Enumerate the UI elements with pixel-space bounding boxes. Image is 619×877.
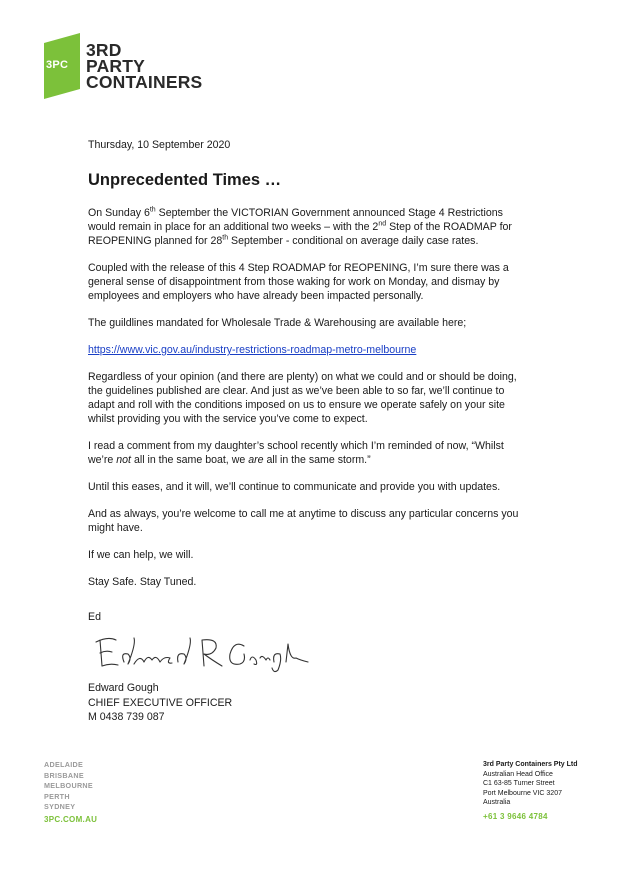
logo-abbrev: 3PC	[46, 59, 69, 71]
p1-text-c: Step of the ROADMAP for REOPENING planned for 28	[88, 221, 512, 247]
signature-block	[88, 681, 232, 725]
company-name: 3rd Party Containers Pty Ltd	[483, 761, 578, 768]
paragraph-7: And as always, you’re welcome to call me at anytime to discuss any particular concerns you might have.	[88, 508, 519, 534]
p1-sup-1: th	[149, 206, 156, 214]
signatory-title: CHIEF EXECUTIVE OFFICER	[88, 696, 233, 709]
logo-line-1: 3RD	[86, 40, 122, 60]
p5-text-c: all in the same storm.”	[263, 454, 371, 466]
logo-line-2: PARTY	[86, 56, 146, 76]
office-label: Australian Head Office	[483, 770, 553, 778]
footer-address	[483, 760, 578, 808]
city-item: PERTH	[44, 791, 70, 801]
logo-line-3: CONTAINERS	[86, 72, 203, 92]
paragraph-1	[88, 206, 528, 248]
closing-initial: Ed	[88, 611, 101, 623]
signatory-name: Edward Gough	[88, 682, 159, 694]
p1-text-a: On Sunday 6	[88, 207, 150, 219]
handwritten-signature	[94, 632, 314, 674]
city-item: BRISBANE	[44, 770, 84, 780]
country: Australia	[483, 799, 511, 807]
link-paragraph	[88, 343, 528, 357]
letter-heading: Unprecedented Times …	[88, 171, 282, 189]
city-item: MELBOURNE	[44, 781, 94, 791]
logo-wordmark	[86, 42, 202, 90]
paragraph-9: Stay Safe. Stay Tuned.	[88, 576, 197, 588]
roadmap-link[interactable]: https://www.vic.gov.au/industry-restrictions-roadmap-metro-melbourne	[88, 344, 417, 356]
p1-sup-2: nd	[378, 220, 387, 228]
paragraph-8: If we can help, we will.	[88, 549, 194, 561]
p5-emphasis-2: are	[248, 454, 264, 466]
p1-sup-3: th	[222, 234, 229, 242]
footer-website[interactable]: 3PC.COM.AU	[44, 815, 98, 824]
p1-text-b: September the VICTORIAN Government announced Stage 4 Restrictions would remain in place for an additional two weeks – with the 2	[88, 207, 503, 233]
paragraph-3: The guildlines mandated for Wholesale Trade & Warehousing are available here;	[88, 317, 467, 329]
signatory-phone: M 0438 739 087	[88, 711, 165, 723]
paragraph-2: Coupled with the release of this 4 Step ROADMAP for REOPENING, I’m sure there was a general sense of disappointment from those waking for work on Monday, and dismay by employees and employers who have already been impacted personally.	[88, 262, 509, 302]
city-item: ADELAIDE	[44, 760, 84, 769]
street-address: C1 63-85 Turner Street	[483, 780, 555, 788]
letter-date: Thursday, 10 September 2020	[88, 139, 231, 151]
paragraph-4: Regardless of your opinion (and there are plenty) on what we could and or should be doing, the guidelines published are clear. And just as we’ve been able to so far, we’ll continue to adapt and roll with the conditions imposed on us to ensure we operate safely on your site whilst providing you with the service you’ve come to expect.	[88, 371, 517, 425]
paragraph-5	[88, 439, 528, 467]
p5-text-b: all in the same boat, we	[131, 454, 249, 466]
p5-text-a: I read a comment from my daughter’s school recently which I’m reminded of now, “Whilst we’re	[88, 440, 504, 466]
p5-emphasis-1: not	[116, 454, 131, 466]
city-item: SYDNEY	[44, 802, 76, 812]
p1-text-d: September - conditional on average daily case rates.	[228, 235, 479, 247]
company-logo	[44, 33, 224, 99]
paragraph-6: Until this eases, and it will, we’ll continue to communicate and provide you with updates.	[88, 481, 501, 493]
suburb-address: Port Melbourne VIC 3207	[483, 789, 562, 797]
footer-cities	[44, 760, 93, 813]
letter-body	[88, 138, 528, 602]
footer-phone[interactable]: +61 3 9646 4784	[483, 812, 548, 821]
